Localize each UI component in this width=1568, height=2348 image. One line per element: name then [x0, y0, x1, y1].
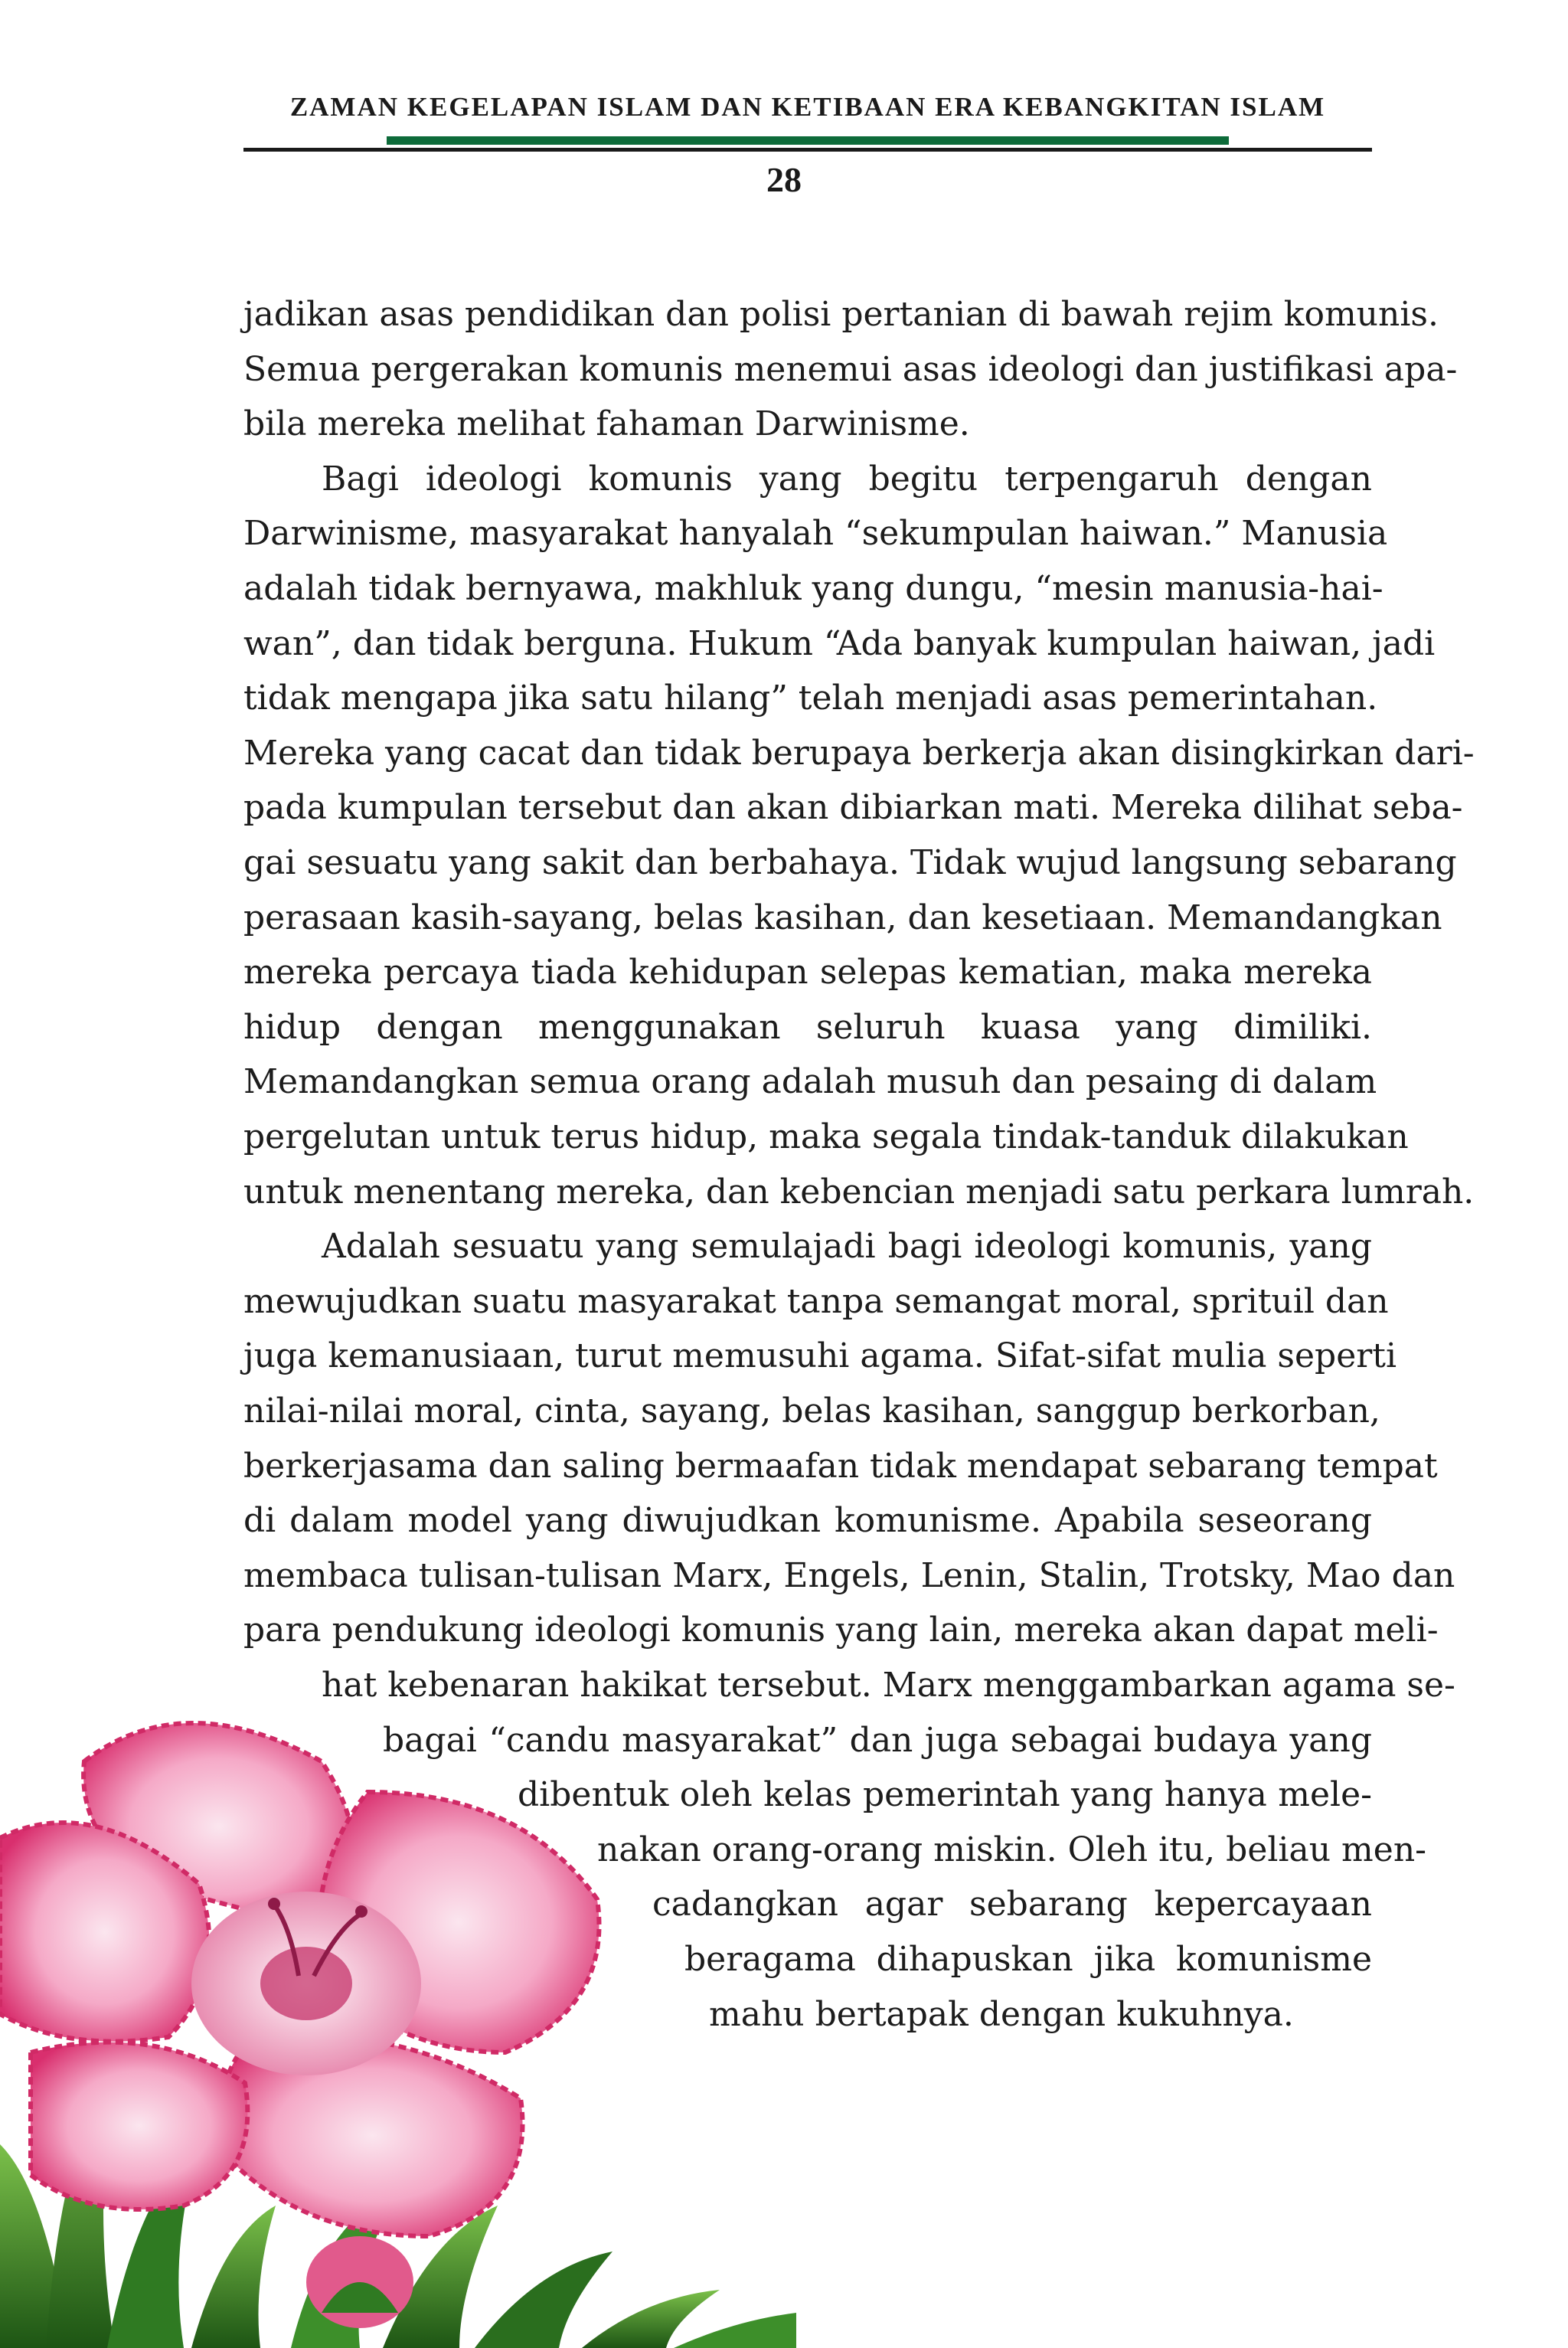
- flower-bud: [306, 2236, 413, 2328]
- header-rule: [243, 148, 1372, 152]
- text-line: nilai-nilai moral, cinta, sayang, belas kasihan, sanggup berkorban,: [243, 1391, 1380, 1431]
- text-line: Mereka yang cacat dan tidak berupaya berkerja akan disingkirkan dari-: [243, 734, 1475, 773]
- text-line: cadangkan agar sebarang kepercayaan: [652, 1885, 1372, 1924]
- text-line: membaca tulisan-tulisan Marx, Engels, Lenin, Stalin, Trotsky, Mao dan: [243, 1556, 1455, 1595]
- text-line: nakan orang-orang miskin. Oleh itu, beliau men-: [597, 1830, 1427, 1869]
- running-head: ZAMAN KEGELAPAN ISLAM DAN KETIBAAN ERA KEBANGKITAN ISLAM: [289, 92, 1326, 122]
- text-line: jadikan asas pendidikan dan polisi pertanian di bawah rejim komunis.: [243, 295, 1439, 334]
- text-line: dibentuk oleh kelas pemerintah yang hanya mele-: [518, 1775, 1372, 1814]
- text-line: di dalam model yang diwujudkan komunisme. Apabila seseorang: [243, 1501, 1372, 1540]
- text-line: hat kebenaran hakikat tersebut. Marx menggambarkan agama se-: [322, 1666, 1455, 1705]
- text-line: para pendukung ideologi komunis yang lain, mereka akan dapat meli-: [243, 1611, 1439, 1650]
- text-line: pergelutan untuk terus hidup, maka segala tindak-tanduk dilakukan: [243, 1117, 1409, 1156]
- text-line: Bagi ideologi komunis yang begitu terpengaruh dengan: [322, 459, 1372, 499]
- flower-center: [191, 1892, 421, 2075]
- text-line: pada kumpulan tersebut dan akan dibiarkan mati. Mereka dilihat seba-: [243, 788, 1463, 827]
- text-line: Semua pergerakan komunis menemui asas ideologi dan justifikasi apa-: [243, 350, 1458, 389]
- text-line: Adalah sesuatu yang semulajadi bagi ideologi komunis, yang: [322, 1227, 1372, 1266]
- text-line: mewujudkan suatu masyarakat tanpa semangat moral, sprituil dan: [243, 1282, 1389, 1321]
- text-line: beragama dihapuskan jika komunisme: [684, 1940, 1372, 1979]
- text-line: perasaan kasih-sayang, belas kasihan, dan kesetiaan. Memandangkan: [243, 898, 1442, 937]
- page-number: 28: [766, 160, 802, 199]
- text-line: Memandangkan semua orang adalah musuh dan pesaing di dalam: [243, 1062, 1377, 1101]
- text-line: wan”, dan tidak berguna. Hukum “Ada banyak kumpulan haiwan, jadi: [243, 624, 1436, 663]
- text-line: berkerjasama dan saling bermaafan tidak mendapat sebarang tempat: [243, 1447, 1438, 1486]
- text-line: gai sesuatu yang sakit dan berbahaya. Tidak wujud langsung sebarang: [243, 843, 1457, 882]
- text-line: adalah tidak bernyawa, makhluk yang dungu, “mesin manusia-hai-: [243, 569, 1383, 608]
- text-line: tidak mengapa jika satu hilang” telah menjadi asas pemerintahan.: [243, 679, 1378, 718]
- text-line: bila mereka melihat fahaman Darwinisme.: [243, 404, 970, 443]
- text-line: untuk menentang mereka, dan kebencian menjadi satu perkara lumrah.: [243, 1172, 1475, 1212]
- text-line: Darwinisme, masyarakat hanyalah “sekumpulan haiwan.” Manusia: [243, 514, 1388, 553]
- text-line: bagai “candu masyarakat” dan juga sebagai budaya yang: [383, 1721, 1372, 1760]
- header-rule-green: [387, 136, 1229, 145]
- text-line: juga kemanusiaan, turut memusuhi agama. Sifat-sifat mulia seperti: [243, 1336, 1397, 1375]
- text-line: mereka percaya tiada kehidupan selepas kematian, maka mereka: [243, 953, 1372, 992]
- text-line: hidup dengan menggunakan seluruh kuasa yang dimiliki.: [243, 1008, 1372, 1047]
- text-line: mahu bertapak dengan kukuhnya.: [709, 1995, 1294, 2034]
